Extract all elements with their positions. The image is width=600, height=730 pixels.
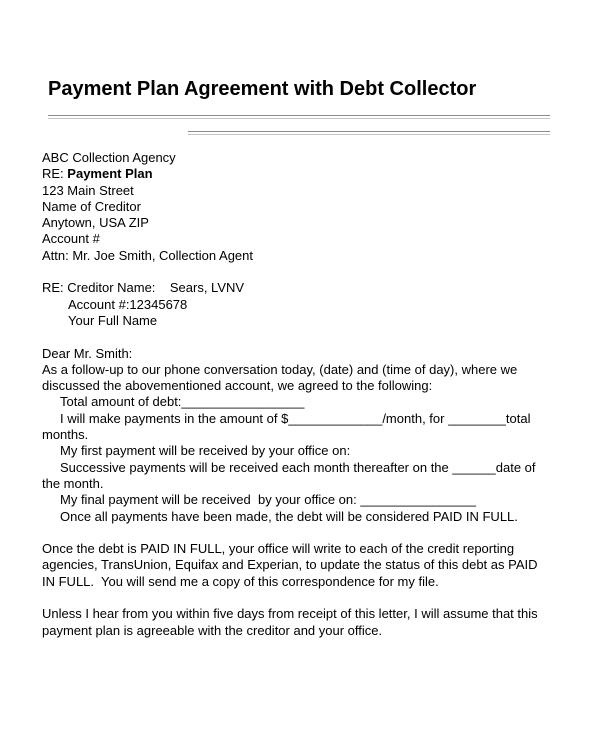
title-underline-2-shadow xyxy=(188,134,550,135)
successive-line-1: Successive payments will be received each month thereafter on the ______date of xyxy=(60,459,536,475)
letter-body xyxy=(42,150,562,639)
document-title: Payment Plan Agreement with Debt Collector xyxy=(48,78,477,100)
street-address: 123 Main Street xyxy=(42,182,134,198)
successive-line-2: the month. xyxy=(42,475,104,491)
intro-line-2: discussed the abovementioned account, we agreed to the following: xyxy=(42,378,433,394)
intro-line-1: As a follow-up to our phone conversation today, (date) and (time of day), where we xyxy=(42,361,518,377)
attention-line: Attn: Mr. Joe Smith, Collection Agent xyxy=(42,247,253,263)
spacer xyxy=(42,525,562,541)
spacer xyxy=(42,590,562,606)
para2-line-1: Once the debt is PAID IN FULL, your office will write to each of the credit reporting xyxy=(42,541,515,557)
spacer xyxy=(42,264,562,280)
title-underline-1 xyxy=(48,115,550,116)
para3-line-1: Unless I hear from you within five days from receipt of this letter, I will assume that this xyxy=(42,606,538,622)
para2-line-3: IN FULL. You will send me a copy of this correspondence for my file. xyxy=(42,573,439,589)
creditor-name: Name of Creditor xyxy=(42,198,141,214)
re-account-line: Account #:12345678 xyxy=(68,296,188,312)
re-subject: Payment Plan xyxy=(67,166,153,182)
agency-name: ABC Collection Agency xyxy=(42,150,176,165)
first-payment-line: My first payment will be received by your office on: xyxy=(60,443,351,459)
account-number: Account # xyxy=(42,231,100,247)
title-underline-2 xyxy=(188,131,550,132)
re-line xyxy=(42,166,562,182)
re-name-line: Your Full Name xyxy=(68,312,158,328)
re-prefix: RE: xyxy=(42,166,68,182)
final-payment-line: My final payment will be received by your office on: ________________ xyxy=(60,492,477,508)
para2-line-2: agencies, TransUnion, Equifax and Experian, to update the status of this debt as PAID xyxy=(42,557,538,573)
para3-line-2: payment plan is agreeable with the creditor and your office. xyxy=(42,622,383,638)
spacer xyxy=(42,329,562,345)
paid-in-full-line: Once all payments have been made, the debt will be considered PAID IN FULL. xyxy=(60,508,518,524)
payments-line-1: I will make payments in the amount of $_____________/month, for ________total xyxy=(60,410,531,426)
re-creditor-line: RE: Creditor Name: Sears, LVNV xyxy=(42,280,245,296)
total-debt-line: Total amount of debt:_________________ xyxy=(60,394,305,410)
salutation: Dear Mr. Smith: xyxy=(42,345,133,361)
title-underline-1-shadow xyxy=(48,118,550,119)
city-state-zip: Anytown, USA ZIP xyxy=(42,215,149,231)
payments-line-2: months. xyxy=(42,427,89,443)
